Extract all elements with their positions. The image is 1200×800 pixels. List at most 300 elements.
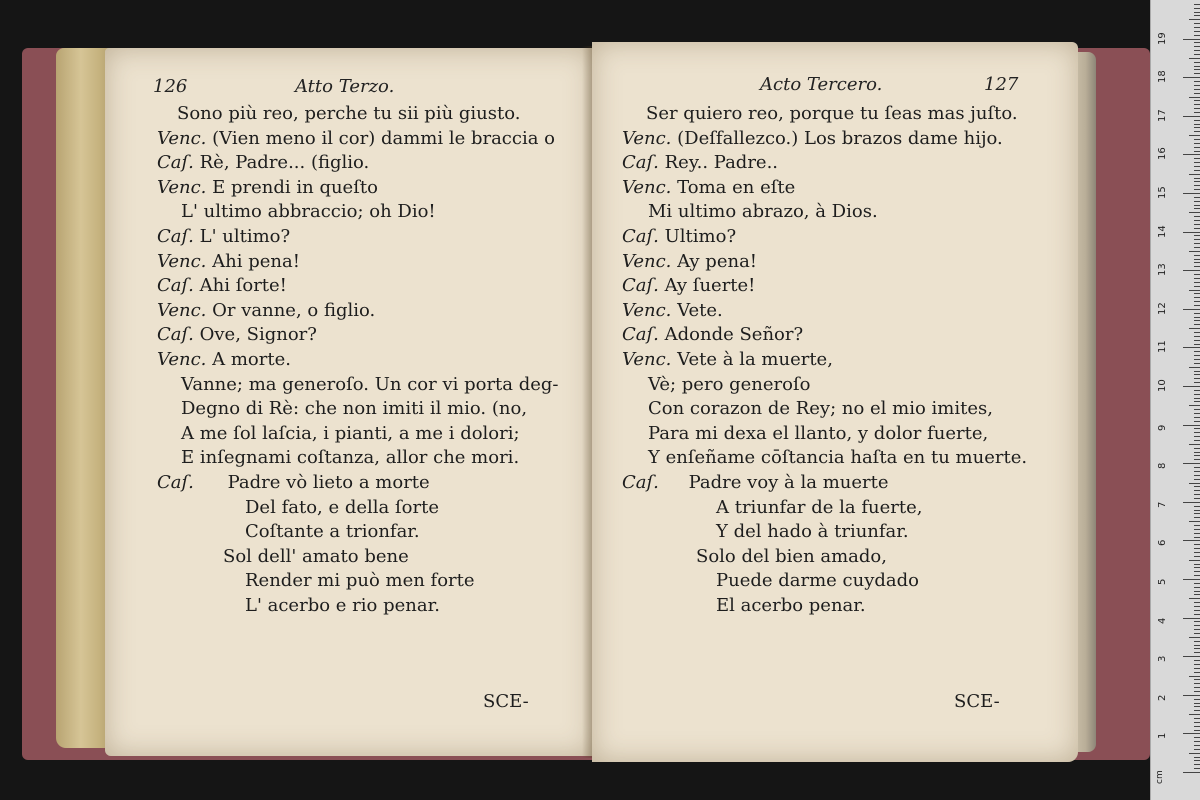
ruler-number: 14	[1157, 224, 1168, 238]
ruler-tick	[1194, 510, 1200, 511]
line-text: Y enſeñame cōſtancia haſta en tu muerte.	[648, 447, 1028, 469]
ruler-tick	[1194, 235, 1200, 236]
ruler-tick	[1194, 371, 1200, 372]
left-running-head: Atto Terzo.	[295, 76, 395, 97]
ruler-tick	[1194, 486, 1200, 487]
ruler-tick	[1183, 425, 1200, 426]
line-text: Con corazon de Rey; no el mio imites,	[648, 398, 993, 420]
ruler-tick	[1194, 104, 1200, 105]
ruler-tick	[1183, 733, 1200, 734]
speaker-label: Caſ.	[622, 324, 659, 346]
ruler-tick	[1194, 645, 1200, 646]
ruler-tick	[1194, 687, 1200, 688]
text-line	[157, 178, 378, 198]
text-line	[622, 129, 1003, 149]
ruler-number: 18	[1157, 70, 1168, 84]
measuring-ruler	[1150, 0, 1200, 800]
ruler-tick	[1194, 382, 1200, 383]
speaker-label: Caſ.	[157, 226, 194, 247]
ruler-number: 12	[1157, 302, 1168, 315]
ruler-tick	[1183, 77, 1200, 78]
right-page-number: 127	[984, 74, 1019, 95]
line-text: Y del hado à triunfar.	[716, 521, 909, 543]
ruler-tick	[1183, 772, 1200, 773]
ruler-unit-label: cm	[1155, 770, 1165, 784]
ruler-tick	[1189, 58, 1200, 59]
ruler-tick	[1194, 567, 1200, 568]
line-text: Solo del bien amado,	[696, 545, 887, 567]
ruler-tick	[1194, 401, 1200, 402]
ruler-tick	[1194, 583, 1200, 584]
ruler-tick	[1194, 15, 1200, 16]
ruler-number: 2	[1157, 694, 1168, 701]
ruler-tick	[1189, 405, 1200, 406]
ruler-tick	[1194, 4, 1200, 5]
ruler-tick	[1194, 745, 1200, 746]
ruler-tick	[1194, 648, 1200, 649]
ruler-tick	[1194, 178, 1200, 179]
text-line	[157, 301, 375, 321]
ruler-tick	[1194, 467, 1200, 468]
ruler-tick	[1194, 672, 1200, 673]
line-text: A me ſol laſcia, i pianti, a me i dolori;	[181, 422, 520, 444]
ruler-tick	[1194, 262, 1200, 263]
text-line	[181, 375, 559, 395]
text-line	[646, 104, 1018, 124]
text-line	[157, 325, 317, 345]
ruler-number: 10	[1157, 379, 1168, 392]
ruler-tick	[1194, 139, 1200, 140]
ruler-tick	[1194, 556, 1200, 557]
ruler-tick	[1194, 259, 1200, 260]
ruler-tick	[1194, 208, 1200, 209]
ruler-tick	[1189, 598, 1200, 599]
ruler-tick	[1194, 355, 1200, 356]
ruler-tick	[1194, 703, 1200, 704]
ruler-tick	[1183, 579, 1200, 580]
ruler-tick	[1194, 185, 1200, 186]
speaker-label: Caſ.	[622, 275, 659, 297]
ruler-tick	[1194, 54, 1200, 55]
ruler-tick	[1183, 463, 1200, 464]
ruler-tick	[1189, 328, 1200, 329]
ruler-tick	[1194, 537, 1200, 538]
speaker-label: Caſ.	[622, 152, 659, 174]
ruler-tick	[1183, 154, 1200, 155]
ruler-tick	[1194, 201, 1200, 202]
line-text: Ove, Signor?	[199, 324, 317, 346]
text-line	[716, 571, 919, 591]
ruler-tick	[1189, 637, 1200, 638]
line-text: Vè; pero generoſo	[648, 373, 811, 395]
ruler-tick	[1194, 699, 1200, 700]
ruler-tick	[1194, 494, 1200, 495]
line-text: El acerbo penar.	[716, 595, 866, 616]
ruler-tick	[1194, 652, 1200, 653]
ruler-tick	[1194, 479, 1200, 480]
ruler-tick	[1194, 108, 1200, 109]
ruler-tick	[1194, 633, 1200, 634]
ruler-tick	[1194, 100, 1200, 101]
right-catchword: SCE-	[954, 691, 1000, 712]
left-page	[105, 48, 593, 756]
ruler-tick	[1194, 112, 1200, 113]
ruler-tick	[1183, 116, 1200, 117]
ruler-tick	[1189, 560, 1200, 561]
ruler-tick	[1183, 656, 1200, 657]
ruler-tick	[1194, 127, 1200, 128]
speaker-label: Caſ.	[157, 472, 194, 493]
ruler-tick	[1194, 390, 1200, 391]
line-text: Sol dell' amato bene	[223, 545, 409, 567]
line-text: (Vien meno il cor) dammi le braccia o	[212, 127, 556, 149]
line-text: Para mi dexa el llanto, y dolor fuerte,	[648, 422, 989, 444]
ruler-tick	[1194, 548, 1200, 549]
text-line	[622, 350, 833, 370]
ruler-tick	[1194, 564, 1200, 565]
ruler-tick	[1194, 436, 1200, 437]
ruler-number: 8	[1157, 462, 1168, 470]
text-line	[622, 301, 723, 321]
ruler-tick	[1194, 31, 1200, 32]
line-text: Mi ultimo abrazo, à Dios.	[648, 201, 878, 223]
ruler-tick	[1194, 737, 1200, 738]
line-text: Ser quiero reo, porque tu ſeas mas juſto.	[646, 103, 1018, 124]
ruler-tick	[1194, 610, 1200, 611]
ruler-tick	[1194, 679, 1200, 680]
ruler-tick	[1194, 228, 1200, 229]
speaker-label: Venc.	[157, 127, 207, 149]
line-text: Vete.	[677, 299, 723, 321]
ruler-tick	[1194, 131, 1200, 132]
ruler-tick	[1194, 591, 1200, 592]
line-text: A morte.	[212, 349, 291, 370]
line-text: Puede darme cuydado	[716, 570, 920, 592]
ruler-tick	[1194, 147, 1200, 148]
speaker-label: Caſ.	[157, 324, 194, 346]
speaker-label: Caſ.	[157, 152, 194, 174]
ruler-tick	[1194, 282, 1200, 283]
speaker-label: Venc.	[157, 250, 207, 272]
right-running-head: Acto Tercero.	[760, 74, 883, 95]
ruler-tick	[1194, 513, 1200, 514]
text-line	[245, 596, 440, 616]
ruler-tick	[1194, 668, 1200, 669]
ruler-tick	[1194, 62, 1200, 63]
ruler-tick	[1194, 471, 1200, 472]
ruler-tick	[1189, 367, 1200, 368]
ruler-tick	[1183, 309, 1200, 310]
ruler-tick	[1194, 413, 1200, 414]
ruler-tick	[1194, 89, 1200, 90]
text-line	[648, 448, 1027, 468]
line-text: Ultimo?	[664, 226, 737, 247]
ruler-tick	[1194, 552, 1200, 553]
ruler-tick	[1194, 42, 1200, 43]
line-text: Rè, Padre... (figlio.	[199, 152, 370, 174]
line-text: Or vanne, o figlio.	[212, 299, 376, 321]
ruler-number: 19	[1157, 31, 1168, 45]
ruler-tick	[1183, 39, 1200, 40]
ruler-tick	[1194, 730, 1200, 731]
ruler-tick	[1194, 660, 1200, 661]
ruler-tick	[1194, 506, 1200, 507]
ruler-tick	[1194, 621, 1200, 622]
line-text: Render mi può men forte	[245, 570, 475, 592]
ruler-number: 15	[1157, 186, 1168, 199]
speaker-label: Caſ.	[622, 226, 659, 247]
ruler-tick	[1194, 683, 1200, 684]
ruler-tick	[1194, 23, 1200, 24]
ruler-number: 3	[1157, 655, 1168, 663]
ruler-number: 4	[1157, 617, 1168, 624]
text-line	[716, 596, 866, 616]
ruler-tick	[1194, 529, 1200, 530]
text-line	[622, 325, 803, 345]
ruler-tick	[1194, 278, 1200, 279]
text-line	[157, 252, 300, 272]
ruler-tick	[1194, 81, 1200, 82]
ruler-tick	[1194, 760, 1200, 761]
ruler-tick	[1183, 502, 1200, 503]
ruler-tick	[1194, 336, 1200, 337]
ruler-tick	[1194, 575, 1200, 576]
ruler-tick	[1194, 205, 1200, 206]
speaker-label: Venc.	[622, 349, 672, 370]
text-line	[157, 276, 287, 296]
text-line	[181, 399, 527, 419]
ruler-tick	[1183, 540, 1200, 541]
speaker-label: Venc.	[622, 250, 672, 272]
line-text: L' ultimo?	[199, 226, 291, 247]
ruler-tick	[1194, 197, 1200, 198]
speaker-label: Venc.	[157, 299, 207, 321]
ruler-tick	[1194, 614, 1200, 615]
text-line	[622, 276, 755, 296]
speaker-label: Caſ.	[622, 472, 659, 493]
ruler-tick	[1194, 93, 1200, 94]
line-text: Del fato, e della ſorte	[245, 496, 439, 518]
ruler-tick	[1194, 625, 1200, 626]
ruler-tick	[1194, 718, 1200, 719]
ruler-tick	[1194, 73, 1200, 74]
ruler-tick	[1194, 239, 1200, 240]
ruler-tick	[1194, 587, 1200, 588]
ruler-tick	[1194, 359, 1200, 360]
ruler-tick	[1194, 324, 1200, 325]
ruler-tick	[1194, 722, 1200, 723]
ruler-tick	[1194, 301, 1200, 302]
text-line	[245, 571, 475, 591]
ruler-tick	[1194, 498, 1200, 499]
ruler-tick	[1194, 247, 1200, 248]
ruler-tick	[1194, 459, 1200, 460]
ruler-tick	[1194, 50, 1200, 51]
text-line	[622, 153, 778, 173]
left-page-number: 126	[153, 76, 188, 97]
ruler-tick	[1189, 174, 1200, 175]
line-text: Ay pena!	[677, 250, 758, 272]
line-text: Ahi ſorte!	[199, 275, 287, 297]
line-text: Degno di Rè: che non imiti il mio. (no,	[181, 398, 528, 420]
line-text: Rey.. Padre..	[664, 152, 779, 174]
ruler-number: 16	[1157, 147, 1168, 161]
line-text: L' acerbo e rio penar.	[245, 595, 440, 616]
line-text: Ay ſuerte!	[664, 275, 756, 297]
ruler-tick	[1194, 533, 1200, 534]
ruler-tick	[1194, 181, 1200, 182]
text-line	[245, 522, 420, 542]
ruler-tick	[1194, 525, 1200, 526]
ruler-tick	[1194, 305, 1200, 306]
ruler-tick	[1194, 629, 1200, 630]
ruler-tick	[1194, 297, 1200, 298]
ruler-tick	[1189, 714, 1200, 715]
text-line	[181, 448, 519, 468]
right-page	[592, 42, 1078, 762]
text-line	[157, 227, 290, 247]
ruler-tick	[1194, 741, 1200, 742]
speaker-label: Venc.	[622, 299, 672, 321]
line-text: Coſtante a trionfar.	[245, 521, 420, 543]
ruler-tick	[1183, 386, 1200, 387]
line-text: (Deſfallezco.) Los brazos dame hijo.	[677, 127, 1003, 149]
speaker-label: Venc.	[622, 127, 672, 149]
ruler-tick	[1194, 394, 1200, 395]
text-line	[177, 104, 520, 124]
text-line	[696, 547, 887, 567]
ruler-tick	[1194, 606, 1200, 607]
ruler-tick	[1189, 676, 1200, 677]
ruler-number: 9	[1157, 424, 1168, 431]
ruler-tick	[1183, 270, 1200, 271]
text-line	[716, 522, 909, 542]
ruler-tick	[1194, 69, 1200, 70]
ruler-tick	[1194, 641, 1200, 642]
text-line	[157, 153, 369, 173]
ruler-tick	[1194, 66, 1200, 67]
ruler-tick	[1194, 158, 1200, 159]
ruler-tick	[1194, 151, 1200, 152]
ruler-tick	[1194, 571, 1200, 572]
ruler-number: 13	[1157, 263, 1168, 277]
ruler-tick	[1189, 19, 1200, 20]
text-line	[716, 498, 922, 518]
ruler-tick	[1194, 189, 1200, 190]
ruler-tick	[1194, 8, 1200, 9]
ruler-tick	[1194, 27, 1200, 28]
ruler-tick	[1194, 710, 1200, 711]
ruler-number: 1	[1157, 733, 1168, 740]
ruler-tick	[1194, 220, 1200, 221]
ruler-tick	[1194, 317, 1200, 318]
ruler-tick	[1194, 170, 1200, 171]
ruler-tick	[1194, 46, 1200, 47]
ruler-tick	[1189, 483, 1200, 484]
ruler-tick	[1194, 243, 1200, 244]
ruler-tick	[1183, 193, 1200, 194]
ruler-tick	[1189, 135, 1200, 136]
ruler-tick	[1194, 351, 1200, 352]
ruler-tick	[1194, 726, 1200, 727]
ruler-tick	[1194, 162, 1200, 163]
ruler-tick	[1194, 12, 1200, 13]
text-line	[157, 129, 555, 149]
ruler-tick	[1189, 212, 1200, 213]
ruler-tick	[1189, 521, 1200, 522]
text-line	[181, 202, 436, 222]
speaker-label: Venc.	[157, 176, 207, 198]
ruler-tick	[1194, 286, 1200, 287]
ruler-tick	[1194, 120, 1200, 121]
ruler-tick	[1194, 544, 1200, 545]
ruler-tick	[1194, 517, 1200, 518]
ruler-tick	[1194, 340, 1200, 341]
ruler-tick	[1194, 255, 1200, 256]
ruler-tick	[1194, 378, 1200, 379]
ruler-tick	[1194, 85, 1200, 86]
text-line	[157, 473, 430, 493]
line-text: Sono più reo, perche tu sii più giusto.	[177, 103, 521, 124]
line-text: E prendi in queſto	[212, 176, 378, 198]
ruler-tick	[1194, 417, 1200, 418]
ruler-tick	[1194, 691, 1200, 692]
ruler-tick	[1194, 398, 1200, 399]
text-line	[223, 547, 409, 567]
line-text: E inſegnami coſtanza, allor che mori.	[181, 447, 520, 469]
ruler-tick	[1194, 664, 1200, 665]
ruler-tick	[1194, 594, 1200, 595]
speaker-label: Caſ.	[157, 275, 194, 297]
line-text: Padre voy à la muerte	[688, 472, 889, 493]
ruler-tick	[1194, 266, 1200, 267]
ruler-tick	[1194, 293, 1200, 294]
text-line	[648, 399, 993, 419]
ruler-tick	[1194, 320, 1200, 321]
text-line	[622, 252, 757, 272]
ruler-tick	[1194, 455, 1200, 456]
line-text: Vete à la muerte,	[677, 349, 833, 370]
ruler-tick	[1194, 274, 1200, 275]
ruler-tick	[1194, 602, 1200, 603]
ruler-tick	[1194, 757, 1200, 758]
ruler-number: 5	[1157, 578, 1168, 585]
ruler-tick	[1194, 440, 1200, 441]
ruler-tick	[1194, 216, 1200, 217]
text-line	[157, 350, 291, 370]
ruler-tick	[1194, 166, 1200, 167]
ruler-tick	[1194, 749, 1200, 750]
line-text: Padre vò lieto a morte	[227, 472, 430, 493]
speaker-label: Venc.	[157, 349, 207, 370]
ruler-tick	[1194, 421, 1200, 422]
ruler-number: 7	[1157, 501, 1168, 508]
ruler-tick	[1189, 753, 1200, 754]
line-text: Ahi pena!	[212, 250, 300, 272]
ruler-tick	[1194, 428, 1200, 429]
text-line	[622, 473, 889, 493]
text-line	[181, 424, 520, 444]
ruler-tick	[1194, 706, 1200, 707]
ruler-number: 11	[1157, 340, 1168, 354]
line-text: Vanne; ma generoſo. Un cor vi porta deg-	[181, 373, 559, 395]
ruler-tick	[1194, 409, 1200, 410]
text-line	[648, 375, 810, 395]
left-catchword: SCE-	[483, 691, 529, 712]
ruler-tick	[1189, 251, 1200, 252]
ruler-tick	[1194, 143, 1200, 144]
text-line	[622, 227, 736, 247]
